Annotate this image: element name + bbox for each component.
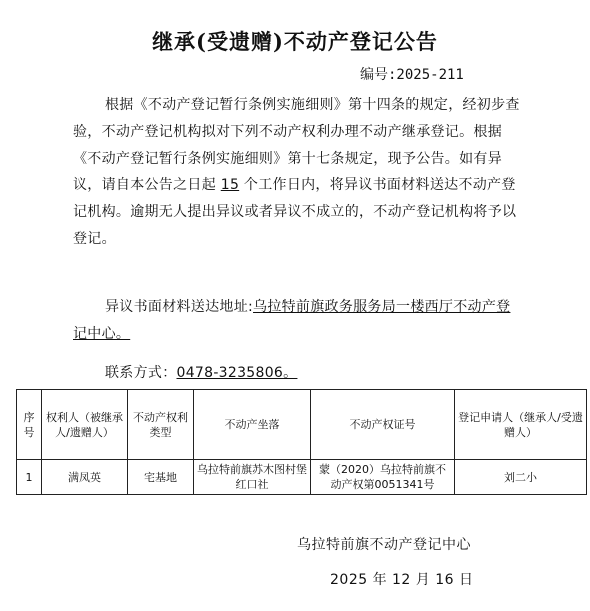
- header-serial: 序号: [17, 390, 42, 460]
- cell-applicant: 刘二小: [455, 460, 587, 495]
- contact-phone: 0478-3235806。: [176, 365, 298, 381]
- issue-date: 2025 年 12 月 16 日: [330, 572, 474, 588]
- header-right-type: 不动产权利类型: [128, 390, 194, 460]
- notice-paragraph-main: [73, 92, 521, 253]
- notice-title: 继承(受遗赠)不动产登记公告: [152, 29, 438, 54]
- notice-text-after-days: 个工作日内，将异议书面材料送达不动产登记机构。逾期无人提出异议或者异议不成立的，不动产登记机构将予以登记。: [73, 177, 517, 247]
- notice-text-before-days: 根据《不动产登记暂行条例实施细则》第十四条的规定，经初步查验，不动产登记机构拟对下列不动产权利办理不动产继承登记。根据《不动产登记暂行条例实施细则》第十七条规定，现予公告。如有异议，请自本公告之日起: [73, 97, 520, 194]
- contact-label: 联系方式：: [105, 365, 177, 381]
- table-row: [17, 460, 587, 495]
- objection-days: 15: [220, 177, 240, 194]
- cell-certificate-number: 蒙（2020）乌拉特前旗不动产权第0051341号: [311, 460, 455, 495]
- header-location: 不动产坐落: [194, 390, 311, 460]
- property-records-table: [16, 389, 587, 495]
- issuing-organization: 乌拉特前旗不动产登记中心: [297, 537, 471, 553]
- objection-address-paragraph: [73, 294, 521, 348]
- table-header-row: [17, 390, 587, 460]
- header-certificate-number: 不动产权证号: [311, 390, 455, 460]
- objection-address: 乌拉特前旗政务服务局一楼西厅不动产登记中心。: [73, 299, 511, 342]
- objection-address-label: 异议书面材料送达地址:: [105, 299, 254, 315]
- cell-right-type: 宅基地: [128, 460, 194, 495]
- contact-paragraph: [105, 360, 505, 387]
- header-right-holder: 权利人（被继承人/遗赠人）: [42, 390, 128, 460]
- document-number: 编号:2025-211: [360, 67, 464, 83]
- header-applicant: 登记申请人（继承人/受遗赠人）: [455, 390, 587, 460]
- cell-serial: 1: [17, 460, 42, 495]
- cell-right-holder: 满凤英: [42, 460, 128, 495]
- cell-location: 乌拉特前旗苏木图村堡红口社: [194, 460, 311, 495]
